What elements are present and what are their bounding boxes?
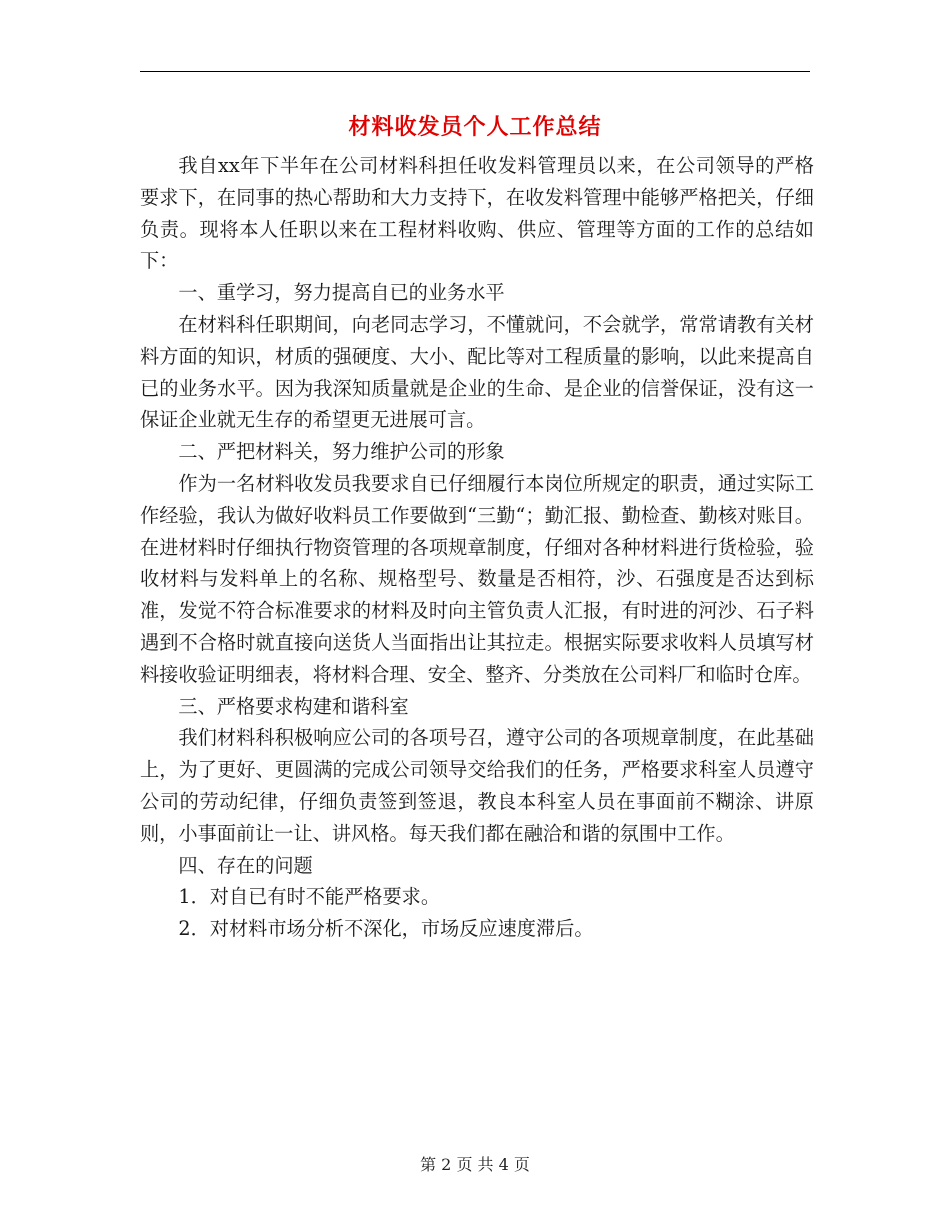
paragraph-section-2: 作为一名材料收发员我要求自已仔细履行本岗位所规定的职责，通过实际工作经验，我认为做好收料员工作要做到“三勤“；勤汇报、勤检查、勤核对账目。在进材料时仔细执行物资管理的各项规章制度，仔细对各种材料进行货检验，验收材料与发料单上的名称、规格型号、数量是否相符，沙、石强度是否达到标准，发觉不符合标准要求的材料及时向主管负责人汇报，有时进的河沙、石子料遇到不合格时就直接向送货人当面指出让其拉走。根据实际要求收料人员填写材料接收验证明细表，将材料合理、安全、整齐、分类放在公司料厂和临时仓库。 [140,471,814,686]
header-rule [140,71,810,72]
paragraph-intro: 我自xx年下半年在公司材料科担任收发料管理员以来，在公司领导的严格要求下，在同事的热心帮助和大力支持下，在收发料管理中能够严格把关，仔细负责。现将本人任职以来在工程材料收购、供应、管理等方面的工作的总结如下： [140,154,814,273]
section-heading-2: 二、严把材料关，努力维护公司的形象 [178,440,505,464]
section-heading-1: 一、重学习，努力提高自已的业务水平 [178,281,505,305]
list-item-1: 1．对自已有时不能严格要求。 [178,885,441,909]
document-title: 材料收发员个人工作总结 [348,114,602,140]
document-body [140,150,814,945]
list-item-2: 2．对材料市场分析不深化，市场反应速度滞后。 [178,917,594,941]
paragraph-section-1: 在材料科任职期间，向老同志学习，不懂就问，不会就学，常常请教有关材料方面的知识，材质的强硬度、大小、配比等对工程质量的影响，以此来提高自已的业务水平。因为我深知质量就是企业的生命、是企业的信誉保证，没有这一保证企业就无生存的希望更无进展可言。 [140,312,814,432]
section-heading-4: 四、存在的问题 [178,853,313,877]
paragraph-section-3: 我们材料科积极响应公司的各项号召，遵守公司的各项规章制度，在此基础上，为了更好、更圆满的完成公司领导交给我们的任务，严格要求科室人员遵守公司的劳动纪律，仔细负责签到签退，教良本科室人员在事面前不糊涂、讲原则，小事面前让一让、讲风格。每天我们都在融洽和谐的氛围中工作。 [140,726,814,845]
section-heading-3: 三、严格要求构建和谐科室 [178,694,409,718]
page-footer: 第 2 页 共 4 页 [420,1155,530,1174]
